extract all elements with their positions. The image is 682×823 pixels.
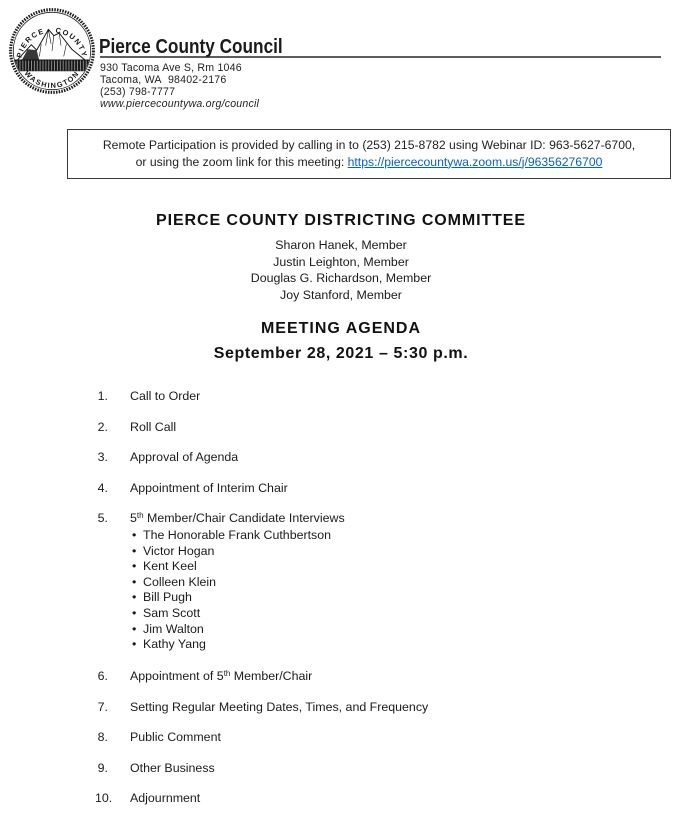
meeting-heading-block — [0, 320, 682, 363]
agenda-item-number: 7. — [97, 699, 108, 714]
member-name: Douglas G. Richardson, Member — [250, 271, 432, 286]
agenda-item-1 — [95, 389, 655, 403]
agenda-item-4 — [95, 481, 655, 495]
agenda-item-number: 3. — [97, 450, 108, 464]
agenda-item-number: 8. — [97, 730, 108, 745]
agenda-item-text: Adjournment — [130, 791, 201, 806]
meeting-agenda-heading: MEETING AGENDA — [260, 320, 422, 337]
phone-number: (253) 798-7777 — [100, 86, 176, 98]
agenda-item-number: 5. — [97, 511, 108, 525]
agenda-item-body — [130, 511, 345, 653]
member-list — [0, 237, 682, 303]
candidate-list — [130, 528, 345, 653]
agenda-item-text: Public Comment — [130, 730, 221, 745]
agenda-item-number: 9. — [97, 760, 108, 775]
candidate-name: • Kent Keel — [130, 559, 345, 575]
seal-top-text: PIERCE COUNTY — [14, 25, 90, 59]
candidate-name: • Sam Scott — [130, 606, 345, 622]
agenda-item-6 — [95, 669, 655, 683]
agenda-item-text: Call to Order — [130, 389, 201, 403]
address-line-2: Tacoma, WA 98402-2176 — [100, 74, 227, 86]
agenda-item-text: 5th Member/Chair Candidate Interviews — [130, 511, 345, 525]
agenda-item-text: Setting Regular Meeting Dates, Times, and Frequency — [130, 699, 429, 714]
committee-title: PIERCE COUNTY DISTRICTING COMMITTEE — [156, 212, 526, 229]
notice-line-2-prefix: or using the zoom link for this meeting: — [135, 154, 348, 169]
website-url: www.piercecountywa.org/council — [100, 98, 260, 110]
member-name: Justin Leighton, Member — [273, 254, 409, 269]
agenda-item-number: 2. — [97, 419, 108, 434]
agenda-item-number: 6. — [97, 669, 108, 684]
candidate-name: • Kathy Yang — [130, 637, 345, 653]
seal-bottom-text: WASHINGTON — [22, 68, 82, 91]
notice-line-2 — [76, 154, 662, 171]
agenda-item-2 — [95, 420, 655, 434]
agenda-item-3 — [95, 450, 655, 464]
org-name: Pierce County Council — [99, 35, 283, 58]
agenda-item-10 — [95, 791, 655, 805]
agenda-item-8 — [95, 730, 655, 744]
candidate-name: • Colleen Klein — [130, 575, 345, 591]
candidate-name: • The Honorable Frank Cuthbertson — [130, 528, 345, 544]
committee-block — [0, 213, 682, 303]
letterhead-address — [100, 62, 259, 110]
agenda-item-number: 1. — [97, 389, 108, 403]
agenda-list — [95, 389, 655, 822]
member-name: Joy Stanford, Member — [280, 287, 402, 302]
candidate-name: • Victor Hogan — [130, 544, 345, 560]
agenda-item-text: Other Business — [130, 760, 215, 775]
ordinal-suffix: th — [223, 669, 231, 679]
pierce-county-seal-icon — [7, 6, 97, 96]
agenda-item-7 — [95, 700, 655, 714]
member-name: Sharon Hanek, Member — [275, 238, 407, 252]
agenda-item-text: Appointment of 5th Member/Chair — [130, 669, 313, 684]
notice-line-1: Remote Participation is provided by calling in to (253) 215-8782 using Webinar ID: 963-5627-6700, — [102, 138, 636, 152]
meeting-datetime: September 28, 2021 – 5:30 p.m. — [213, 345, 469, 362]
zoom-meeting-link[interactable]: https://piercecountywa.zoom.us/j/96356276700 — [347, 154, 603, 169]
agenda-item-text: Approval of Agenda — [130, 450, 239, 464]
candidate-name: • Bill Pugh — [130, 590, 345, 606]
ordinal-suffix: th — [136, 511, 144, 520]
agenda-item-number: 10. — [95, 791, 113, 806]
candidate-name: • Jim Walton — [130, 622, 345, 638]
agenda-item-text: Roll Call — [130, 419, 177, 434]
agenda-item-5 — [95, 511, 655, 653]
agenda-item-9 — [95, 761, 655, 775]
agenda-item-text: Appointment of Interim Chair — [130, 480, 288, 495]
remote-participation-notice — [67, 129, 671, 179]
address-line-1: 930 Tacoma Ave S, Rm 1046 — [100, 62, 242, 74]
agenda-item-number: 4. — [97, 480, 108, 495]
